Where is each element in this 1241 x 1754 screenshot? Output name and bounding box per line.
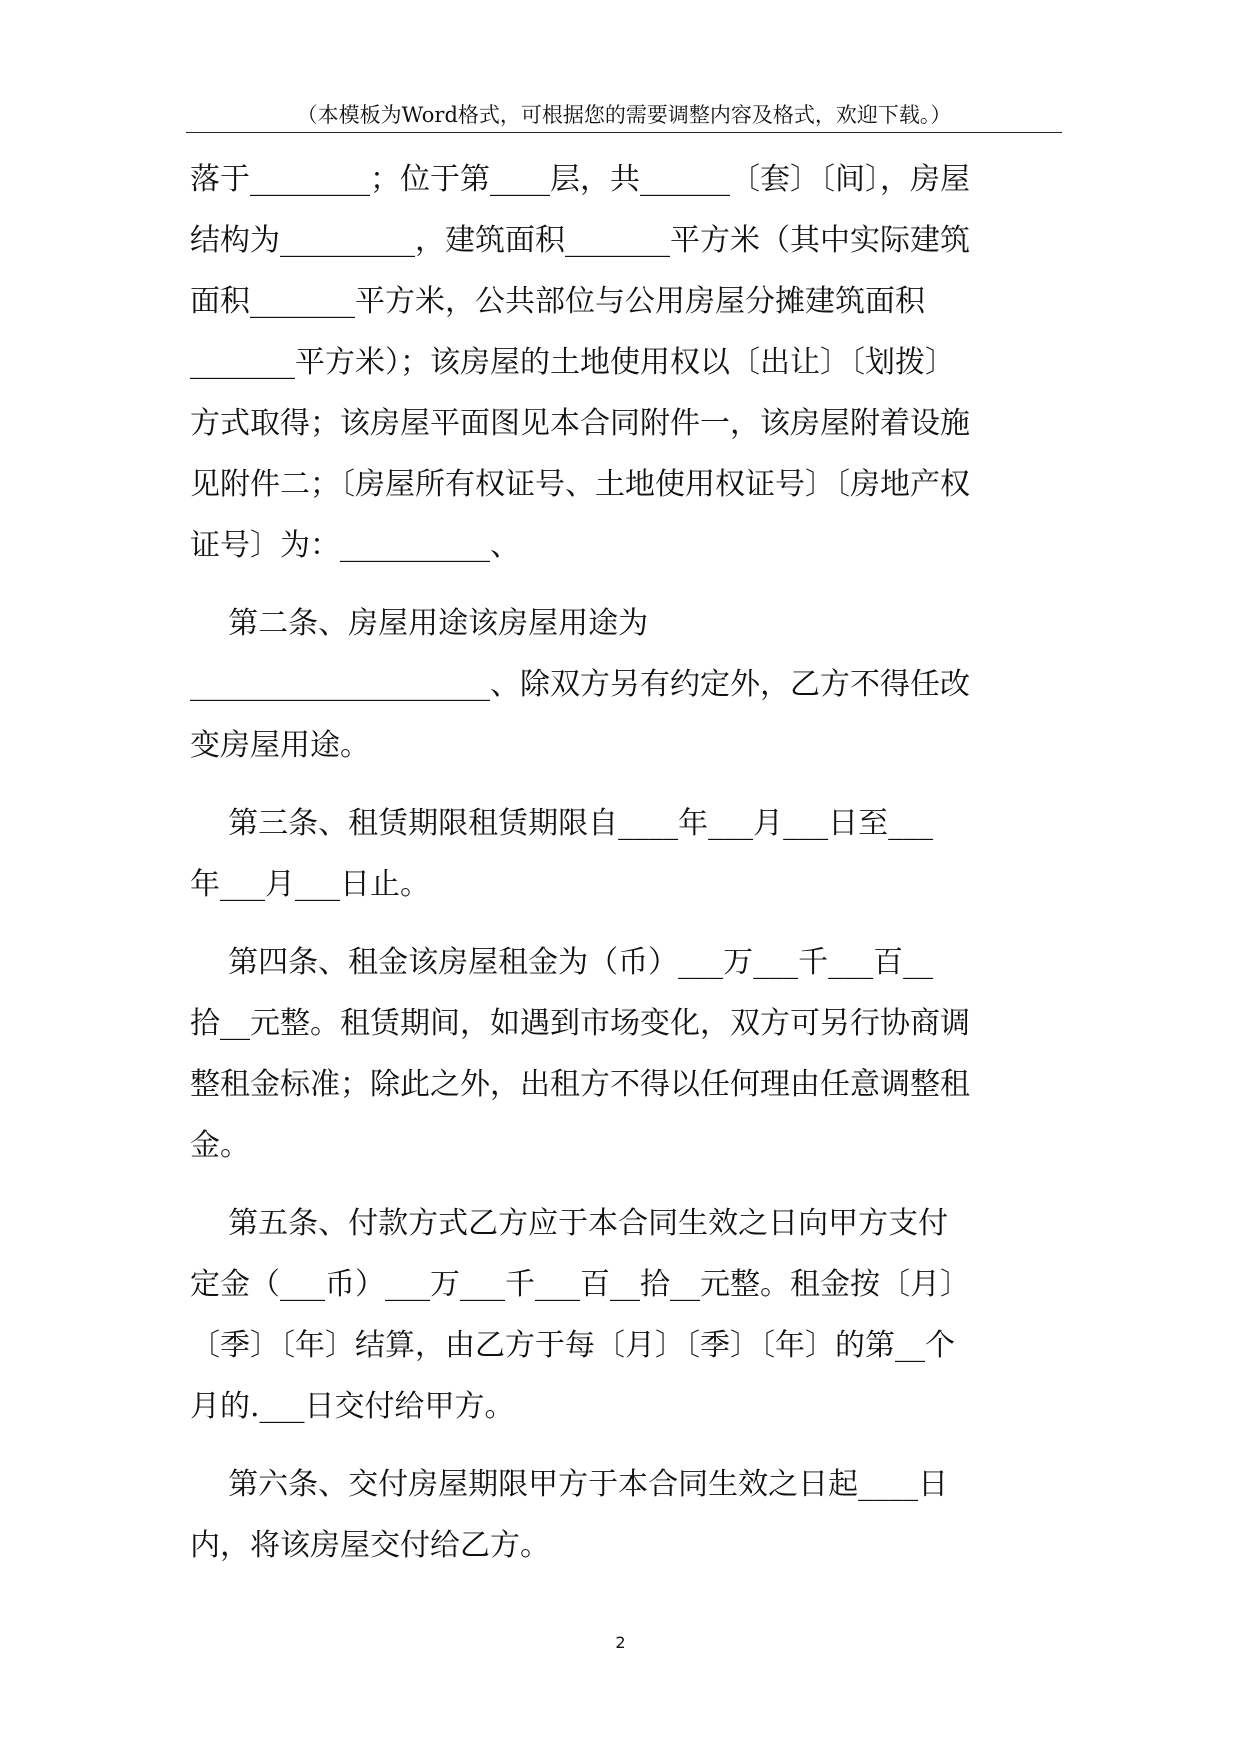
body-line: 年___月___日止。 xyxy=(190,867,430,902)
body-line: 月的.___日交付给甲方。 xyxy=(190,1389,515,1424)
body-line: 内，将该房屋交付给乙方。 xyxy=(190,1528,550,1563)
body-line: 方式取得；该房屋平面图见本合同附件一，该房屋附着设施 xyxy=(190,406,970,441)
body-line: 金。 xyxy=(190,1128,250,1163)
body-line: 面积_______平方米，公共部位与公用房屋分摊建筑面积 xyxy=(190,284,925,319)
header-divider xyxy=(186,132,1062,133)
article-4-heading-line: 第四条、租金该房屋租金为（币）___万___千___百__ xyxy=(190,945,934,980)
body-line: 〔季〕〔年〕结算，由乙方于每〔月〕〔季〕〔年〕的第__个 xyxy=(190,1328,955,1363)
article-3-heading-line: 第三条、租赁期限租赁期限自____年___月___日至___ xyxy=(190,806,934,841)
article-5-heading-line: 第五条、付款方式乙方应于本合同生效之日向甲方支付 xyxy=(190,1206,949,1241)
template-header-note: （本模板为Word格式，可根据您的需要调整内容及格式，欢迎下载。） xyxy=(296,103,952,127)
page-number: 2 xyxy=(615,1633,626,1652)
body-line: ____________________、除双方另有约定外，乙方不得任改 xyxy=(190,667,970,702)
body-line: 落于________；位于第____层，共______〔套〕〔间〕，房屋 xyxy=(190,162,970,197)
body-line: 证号〕为：__________、 xyxy=(190,528,520,563)
body-line: 见附件二；〔房屋所有权证号、土地使用权证号〕〔房地产权 xyxy=(190,467,970,502)
body-line: _______平方米）；该房屋的土地使用权以〔出让〕〔划拨〕 xyxy=(190,345,955,380)
body-line: 拾__元整。租赁期间，如遇到市场变化，双方可另行协商调 xyxy=(190,1006,970,1041)
body-line: 整租金标准；除此之外，出租方不得以任何理由任意调整租 xyxy=(190,1067,970,1102)
body-line: 定金（___币）___万___千___百__拾__元整。租金按〔月〕 xyxy=(190,1267,970,1302)
article-6-heading-line: 第六条、交付房屋期限甲方于本合同生效之日起____日 xyxy=(190,1467,949,1502)
article-2-heading-line: 第二条、房屋用途该房屋用途为 xyxy=(190,606,649,641)
body-line: 变房屋用途。 xyxy=(190,728,370,763)
body-line: 结构为_________，建筑面积_______平方米（其中实际建筑 xyxy=(190,223,970,258)
